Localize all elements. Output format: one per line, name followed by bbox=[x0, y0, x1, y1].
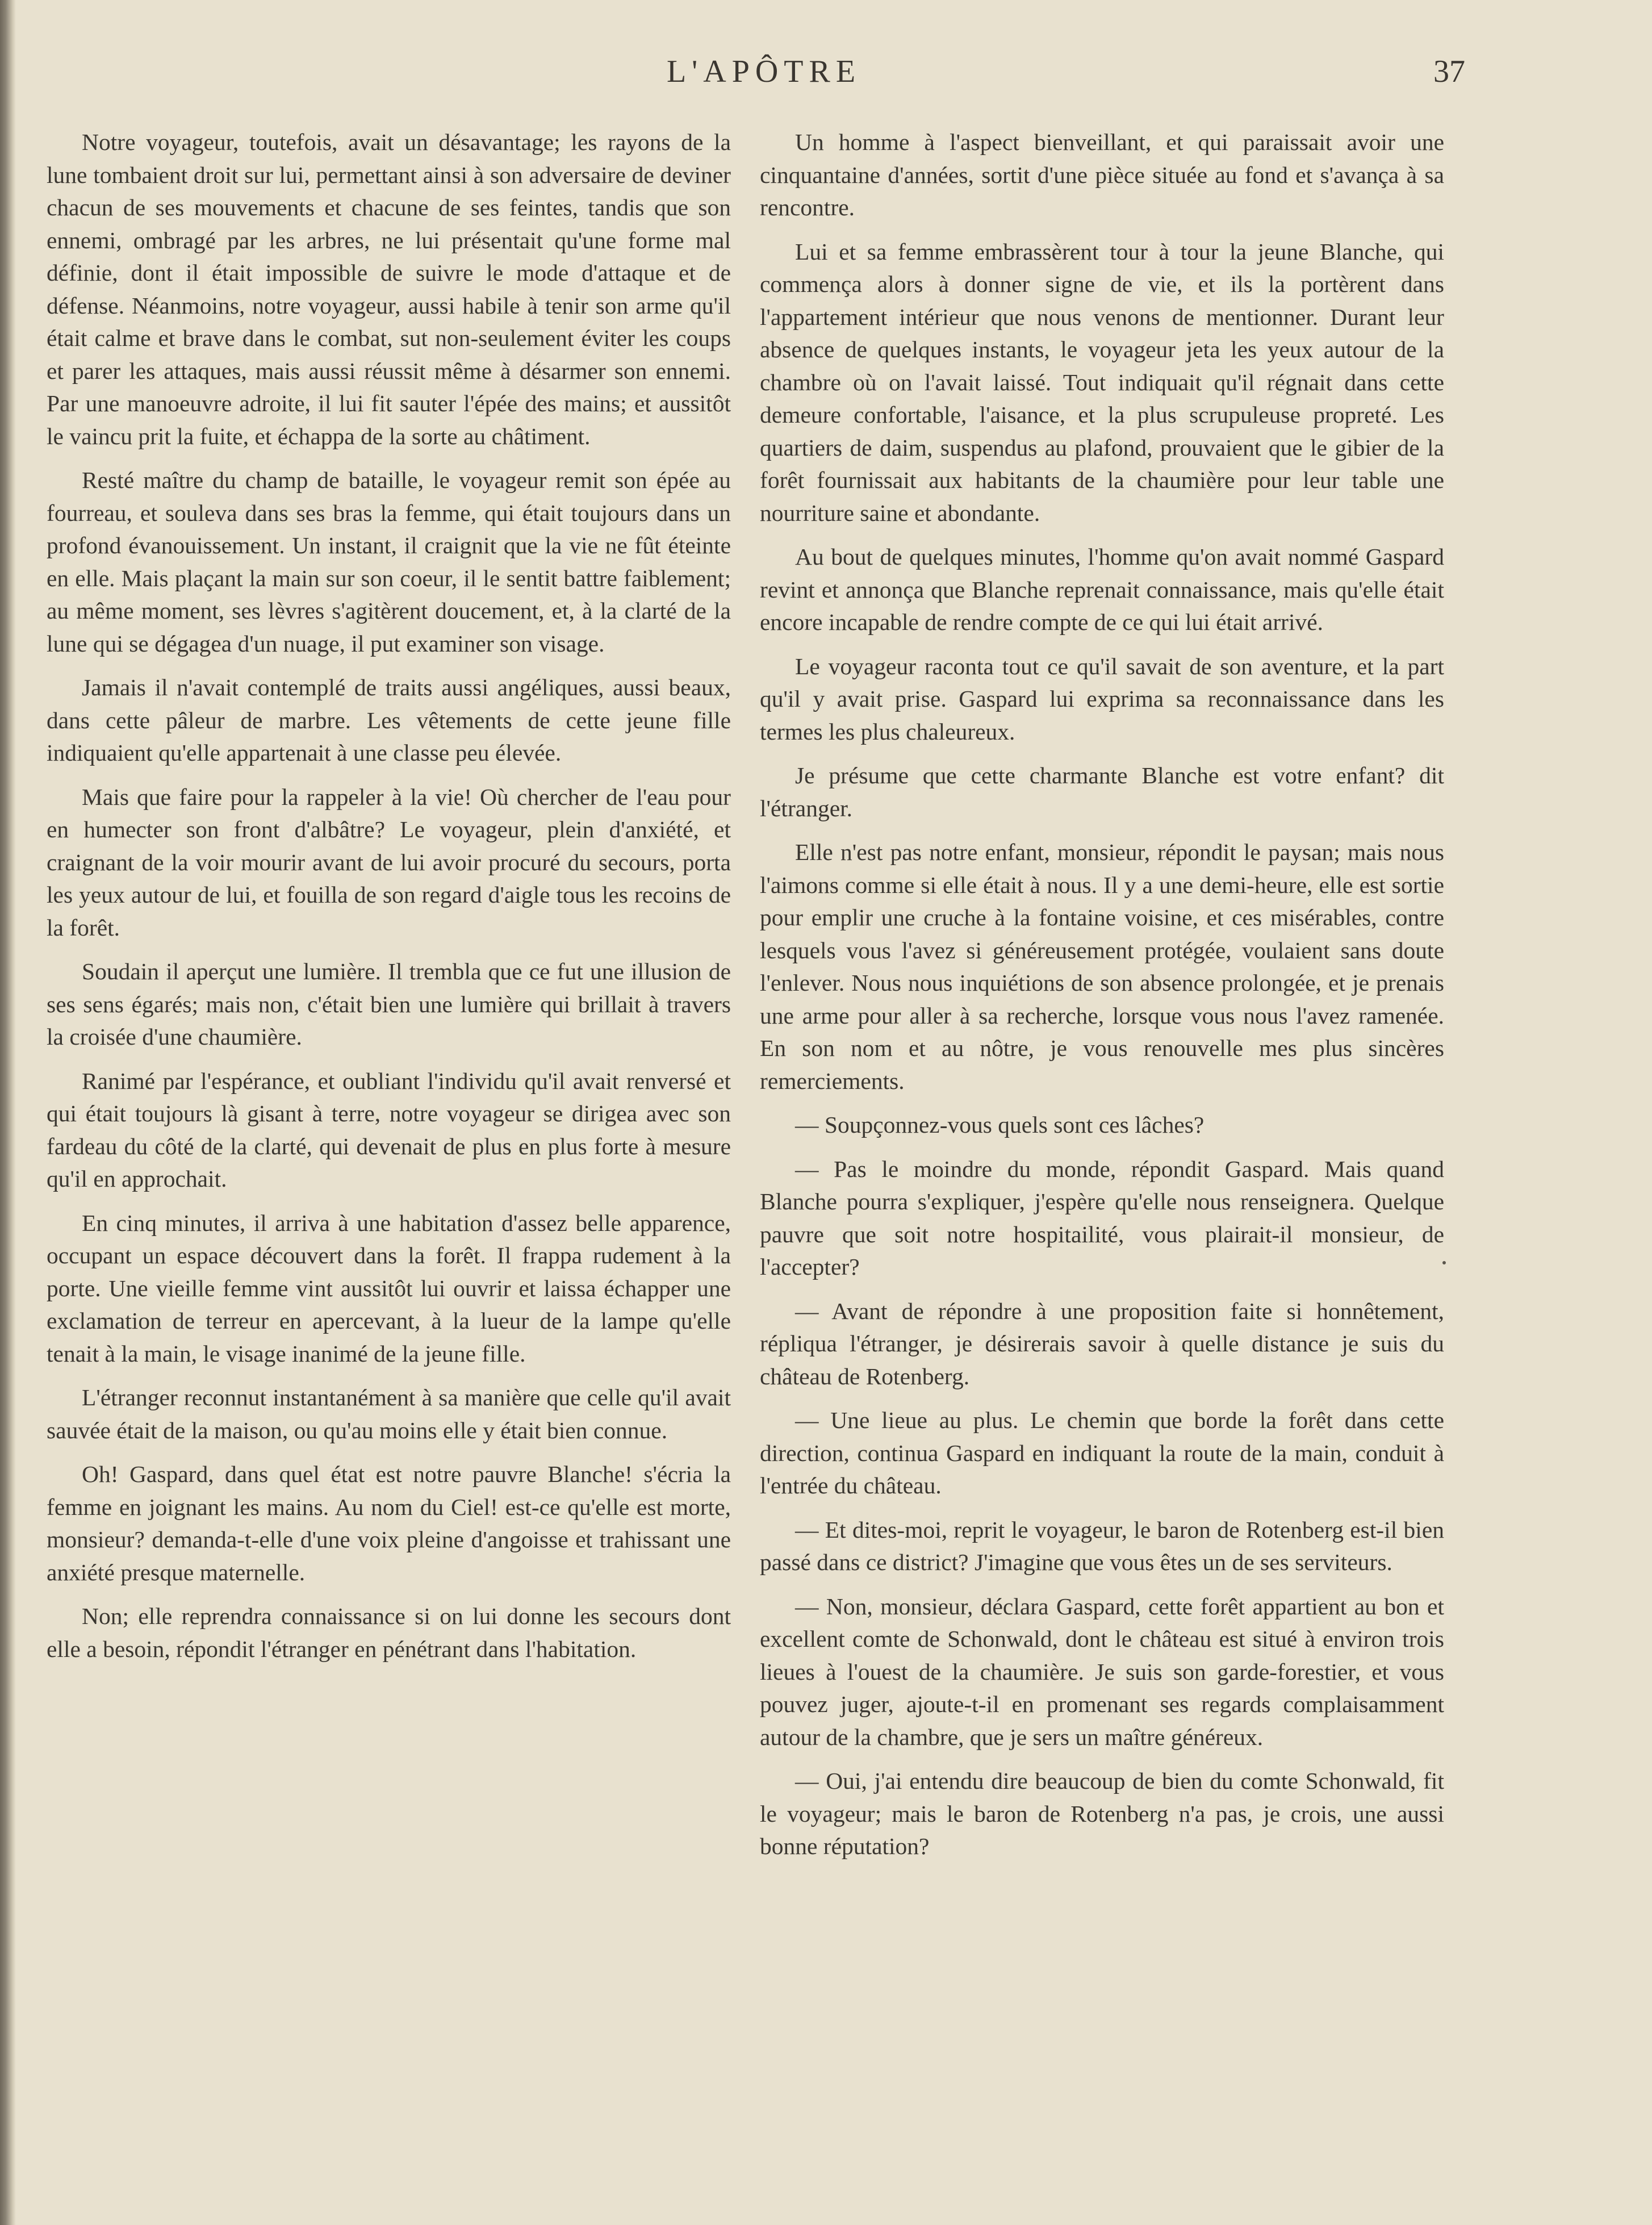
paragraph: Soudain il aperçut une lumière. Il trembla que ce fut une illusion de ses sens égarés; mais non, c'était bien une lumière qui brillait à travers la croisée d'une chaumière. bbox=[47, 958, 731, 1050]
left-column bbox=[47, 126, 731, 1677]
paragraph: Mais que faire pour la rappeler à la vie! Où chercher de l'eau pour en humecter son front d'albâtre? Le voyageur, plein d'anxiété, et craignant de la voir mourir avant de lui avoir procuré du secours, porta les yeux autour de lui, et fouilla de son regard d'aigle tous les recoins de la forêt. bbox=[47, 783, 731, 941]
page-binding-edge bbox=[0, 0, 16, 2225]
paragraph: Jamais il n'avait contemplé de traits aussi angéliques, aussi beaux, dans cette pâleur de marbre. Les vêtements de cette jeune fille indiquaient qu'elle appartenait à une classe peu élevée. bbox=[47, 674, 731, 766]
paragraph: Ranimé par l'espérance, et oubliant l'individu qu'il avait renversé et qui était toujours là gisant à terre, notre voyageur se dirigea avec son fardeau du côté de la clarté, qui devenait de plus en plus forte à mesure qu'il en approchait. bbox=[47, 1067, 731, 1192]
print-dot bbox=[1442, 1261, 1446, 1264]
paragraph: Le voyageur raconta tout ce qu'il savait de son aventure, et la part qu'il y avait prise. Gaspard lui exprima sa reconnaissance dans les termes les plus chaleureux. bbox=[760, 653, 1444, 745]
dialogue-paragraph: — Une lieue au plus. Le chemin que borde la forêt dans cette direction, continua Gaspard en indiquant la route de la main, conduit à l'entrée du château. bbox=[760, 1407, 1444, 1498]
dialogue-paragraph: — Pas le moindre du monde, répondit Gaspard. Mais quand Blanche pourra s'expliquer, j'espère qu'elle nous renseignera. Quelque pauvre que soit notre hospitailité, vous plairait-il monsieur, de l'accepter? bbox=[760, 1155, 1444, 1280]
paragraph: L'étranger reconnut instantanément à sa manière que celle qu'il avait sauvée était de la maison, ou qu'au moins elle y était bien connue. bbox=[47, 1384, 731, 1443]
paragraph: Elle n'est pas notre enfant, monsieur, répondit le paysan; mais nous l'aimons comme si elle était à nous. Il y a une demi-heure, elle est sortie pour emplir une cruche à la fontaine voisine, et ces misérables, contre lesquels vous l'avez si généreusement protégée, voulaient sans doute l'enlever. Nous nous inquiétions de son absence prolongée, et je prenais une arme pour aller à sa recherche, lorsque vous nous l'avez ramenée. En son nom et au nôtre, je vous renouvelle mes plus sincères remerciements. bbox=[760, 839, 1444, 1094]
right-column bbox=[760, 126, 1444, 1875]
paragraph: Un homme à l'aspect bienveillant, et qui paraissait avoir une cinquantaine d'années, sortit d'une pièce située au fond et s'avança à sa rencontre. bbox=[760, 129, 1444, 220]
paragraph: Oh! Gaspard, dans quel état est notre pauvre Blanche! s'écria la femme en joignant les mains. Au nom du Ciel! est-ce qu'elle est morte, monsieur? demanda-t-elle d'une voix pleine d'angoisse et trahissant une anxiété presque maternelle. bbox=[47, 1461, 731, 1585]
paragraph: Resté maître du champ de bataille, le voyageur remit son épée au fourreau, et souleva dans ses bras la femme, qui était toujours dans un profond évanouissement. Un instant, il craignit que la vie ne fût éteinte en elle. Mais plaçant la main sur son coeur, il le sentit battre faiblement; au même moment, ses lèvres s'agitèrent doucement, et, à la clarté de la lune qui se dégagea d'un nuage, il put examiner son visage. bbox=[47, 467, 731, 657]
paragraph: Notre voyageur, toutefois, avait un désavantage; les rayons de la lune tombaient droit sur lui, permettant ainsi à son adversaire de deviner chacun de ses mouvements et chacune de ses feintes, tandis que son ennemi, ombragé par les arbres, ne lui présentait qu'une forme mal définie, dont il était impossible de suivre le mode d'attaque et de défense. Néanmoins, notre voyageur, aussi habile à tenir son arme qu'il était calme et brave dans le combat, sut non-seulement éviter les coups et parer les attaques, mais aussi réussit même à désarmer son ennemi. Par une manoeuvre adroite, il lui fit sauter l'épée des mains; et aussitôt le vaincu prit la fuite, et échappa de la sorte au châtiment. bbox=[47, 129, 731, 449]
dialogue-paragraph: — Et dites-moi, reprit le voyageur, le baron de Rotenberg est-il bien passé dans ce district? J'imagine que vous êtes un de ses serviteurs. bbox=[760, 1516, 1444, 1575]
running-title: L'APÔTRE bbox=[666, 54, 861, 89]
dialogue-paragraph: — Non, monsieur, déclara Gaspard, cette forêt appartient au bon et excellent comte de Schonwald, dont le château est situé à environ trois lieues à l'ouest de la chaumière. Je suis son garde-forestier, et vous pouvez juger, ajoute-t-il en promenant ses regards complaisamment autour de la chambre, que je sers un maître généreux. bbox=[760, 1593, 1444, 1750]
page-header bbox=[0, 50, 1652, 95]
dialogue-paragraph: — Soupçonnez-vous quels sont ces lâches? bbox=[795, 1112, 1205, 1138]
page-number: 37 bbox=[1433, 54, 1465, 89]
paragraph: Je présume que cette charmante Blanche est votre enfant? dit l'étranger. bbox=[760, 762, 1444, 821]
paragraph: En cinq minutes, il arriva à une habitation d'assez belle apparence, occupant un espace découvert dans la forêt. Il frappa rudement à la porte. Une vieille femme vint aussitôt lui ouvrir et laissa échapper une exclamation de terreur en apercevant, à la lueur de la lampe qu'elle tenait à la main, le visage inanimé de la jeune fille. bbox=[47, 1209, 731, 1367]
dialogue-paragraph: — Avant de répondre à une proposition faite si honnêtement, répliqua l'étranger, je désirerais savoir à quelle distance je suis du château de Rotenberg. bbox=[760, 1297, 1444, 1389]
paragraph: Lui et sa femme embrassèrent tour à tour la jeune Blanche, qui commença alors à donner signe de vie, et ils la portèrent dans l'appartement intérieur que nous venons de mentionner. Durant leur absence de quelques instants, le voyageur jeta les yeux autour de la chambre où on l'avait laissé. Tout indiquait qu'il régnait dans cette demeure confortable, l'aisance, et la plus scrupuleuse propreté. Les quartiers de daim, suspendus au plafond, prouvaient que le gibier de la forêt fournissait aux habitants de la chaumière pour leur table une nourriture saine et abondante. bbox=[760, 238, 1444, 526]
paragraph: Au bout de quelques minutes, l'homme qu'on avait nommé Gaspard revint et annonça que Blanche reprenait connaissance, mais qu'elle était encore incapable de rendre compte de ce qui lui était arrivé. bbox=[760, 544, 1444, 635]
paragraph: Non; elle reprendra connaissance si on lui donne les secours dont elle a besoin, répondit l'étranger en pénétrant dans l'habitation. bbox=[47, 1603, 731, 1662]
dialogue-paragraph: — Oui, j'ai entendu dire beaucoup de bien du comte Schonwald, fit le voyageur; mais le baron de Rotenberg n'a pas, je crois, une aussi bonne réputation? bbox=[760, 1768, 1444, 1859]
